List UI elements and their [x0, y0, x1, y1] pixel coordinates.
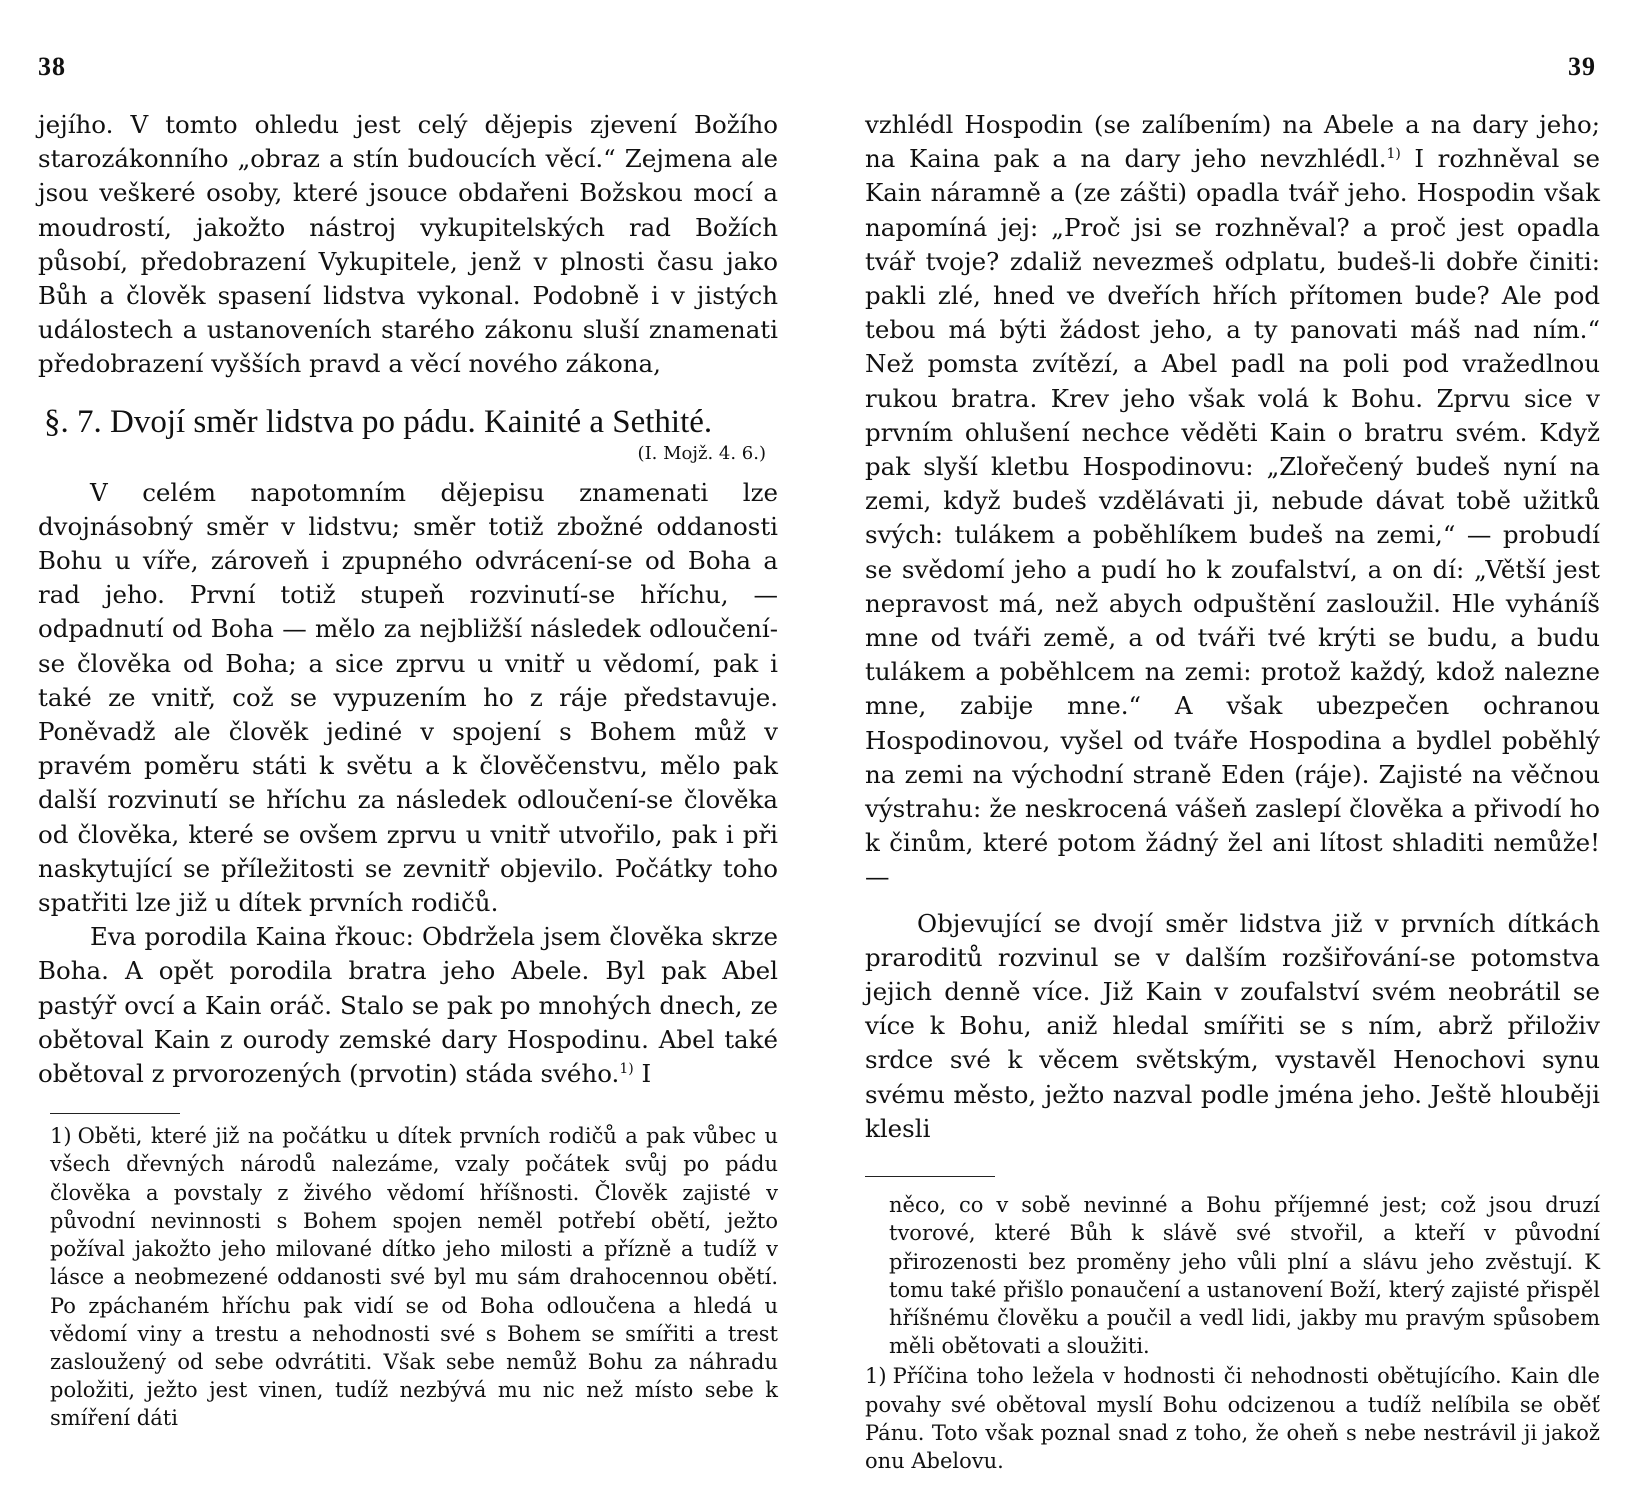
- left-paragraph-2-text: Eva porodila Kaina řkouc: Obdržela jsem člověka skrze Boha. A opět porodila bratra jeho Abele. Byl pak Abel pastýř ovcí a Kain oráč. Stalo se pak po mnohých dnech, ze obětoval Kain z ourody zemské dary Hospodinu. Abel také obětoval z prvorozených (prvotin) stáda svého.: [38, 922, 778, 1089]
- left-paragraph-2-tail: I: [633, 1059, 652, 1089]
- footnote-ref-left: 1): [619, 1060, 634, 1077]
- footnote-left: [38, 1122, 778, 1432]
- left-paragraph-2: [38, 920, 778, 1091]
- footnote-right: [865, 1362, 1600, 1475]
- right-paragraph-1-text: vzhlédl Hospodin (se zalíbením) na Abele a na dary jeho; na Kaina pak a na dary jeho nevzhlédl.: [865, 110, 1600, 174]
- page-number-left: 38: [38, 52, 66, 81]
- left-page-column: [38, 108, 778, 1433]
- right-page-column: [865, 108, 1600, 1475]
- right-paragraph-1: [865, 108, 1600, 895]
- footnote-left-text: Oběti, které již na počátku u dítek prvních rodičů a pak vůbec u všech dřevných národů nalezáme, vzaly počátek svůj po pádu člověka a povstaly z živého vědomí hříšnosti. Člověk zajisté v původní nevinnosti s Bohem spojen neměl potřebí obětí, ježto požíval jakožto jeho milované dítko jeho milosti a přízně a tudíž v lásce a neobmezené oddanosti své byl mu sám drahocennou obětí. Po zpáchaném hříchu pak vidí se od Boha odloučena a hledá u vědomí viny a trestu a nehodnosti své s Bohem se smířiti a trest zasloužený od sebe odvrátiti. Však sebe nemůž Bohu za náhradu položiti, ježto jest vinen, tudíž nezbývá mu nic než místo sebe k smíření dáti: [50, 1124, 778, 1431]
- left-intro-paragraph: jejího. V tomto ohledu jest celý dějepis zjevení Božího starozákonního „obraz a stín budoucích věcí.“ Zejmena ale jsou veškeré osoby, které jsouce obdařeni Božskou mocí a moudrostí, jakožto nástroj vykupitelských rad Božích působí, předobrazení Vykupitele, jenž v plnosti času jako Bůh a člověk spasení lidstva vykonal. Podobně i v jistých událostech a ustanoveních starého zákonu sluší znamenati předobrazení vyšších pravd a věcí nového zákona,: [38, 110, 778, 379]
- footnote-continuation: něco, co v sobě nevinné a Bohu příjemné jest; což jsou druzí tvorové, které Bůh k slávě své stvořil, a kteří v původní přirozenosti bez proměny jeho vůli plní a slávu jeho zvěstují. K tomu také přišlo ponaučení a ustanovení Boží, který zajisté přispěl hříšnému člověku a poučil a vedl lidi, jakby mu pravým spůsobem měli obětovati a sloužiti.: [889, 1193, 1600, 1359]
- scripture-reference: (I. Mojž. 4. 6.): [637, 442, 766, 464]
- footnote-divider-left: [50, 1113, 180, 1114]
- footnote-left-mark: 1): [50, 1124, 72, 1149]
- footnote-divider-right: [865, 1176, 995, 1177]
- footnote-right-text: Příčina toho ležela v hodnosti či nehodnosti obětujícího. Kain dle povahy své obětoval myslí Bohu odcizenou a tudíž nelíbila se oběť Pánu. Toto však poznal snad z toho, že oheň s nebe nestrávil ji jakož onu Abelovu.: [865, 1364, 1600, 1473]
- right-paragraph-1-rest: I rozhněval se Kain náramně a (ze zášti) opadla tvář jeho. Hospodin však napomíná jej: „Proč jsi se rozhněval? a proč jest opadla tvář tvoje? zdaliž nevezmeš odplatu, budeš-li dobře činiti: pakli zlé, hned ve dveřích hřích přítomen bude? Ale pod tebou má býti žádost jeho, a ty panovati máš nad ním.“ Než pomsta zvítězí, a Abel padl na poli pod vražedlnou rukou bratra. Krev jeho však volá k Bohu. Zprvu sice v prvním ohlušení nechce věděti Kain o bratru svém. Když pak slyší kletbu Hospodinovu: „Zlořečený budeš nyní na zemi, když budeš vzdělávati ji, nebude dávat tobě užitků svých: tulákem a poběhlíkem budeš na zemi,“ — probudí se svědomí jeho a pudí ho k zoufalství, a on dí: „Větší jest nepravost má, než abych odpuštění zasloužil. Hle vyháníš mne od tváři země, a od tváři tvé krýti se budu, a budu tulákem a poběhlcem na zemi: protož každý, kdož nalezne mne, zabije mne.“ A však ubezpečen ochranou Hospodinovou, vyšel od tváře Hospodina a bydlel poběhlý na zemi na východní straně Eden (ráje). Zajisté na věčnou výstrahu: že neskrocená vášeň zaslepí člověka a přivodí ho k činům, které potom žádný žel ani lítost shladiti nemůže! —: [865, 144, 1600, 892]
- left-paragraph-1: V celém napotomním dějepisu znamenati lze dvojnásobný směr v lidstvu; směr totiž zbožné oddanosti Bohu u víře, zároveň i zpupného odvrácení-se od Boha a rad jeho. První totiž stupeň rozvinutí-se hříchu, — odpadnutí od Boha — mělo za nejbližší následek odloučení-se člověka od Boha; a sice zprvu u vnitř u vědomí, pak i také ze vnitř, což se vypuzením ho z ráje představuje. Poněvadž ale člověk jediné v spojení s Bohem můž v pravém poměru státi k světu a k člověčenstvu, mělo pak další rozvinutí se hříchu za následek odloučení-se člověka od člověka, které se ovšem zprvu u vnitř utvořilo, pak i při naskytující se příležitosti se zevnitř objevilo. Počátky toho spatřiti lze již u dítek prvních rodičů.: [38, 477, 778, 918]
- footnote-ref-right: 1): [1386, 146, 1401, 163]
- page-number-right: 39: [1568, 52, 1596, 81]
- right-paragraph-2: Objevující se dvojí směr lidstva již v prvních dítkách praroditů rozvinul se v dalším rozšiřování-se potomstva jejich denně více. Již Kain v zoufalství svém neobrátil se více k Bohu, aniž hledal smířiti se s ním, abrž přiloživ srdce své k věcem světským, vystavěl Henochovi synu svému město, ježto nazval podle jména jeho. Ještě hlouběji klesli: [865, 908, 1600, 1143]
- section-heading: §. 7. Dvojí směr lidstva po pádu. Kainité a Sethité.: [44, 403, 713, 440]
- footnote-right-mark: 1): [865, 1364, 887, 1389]
